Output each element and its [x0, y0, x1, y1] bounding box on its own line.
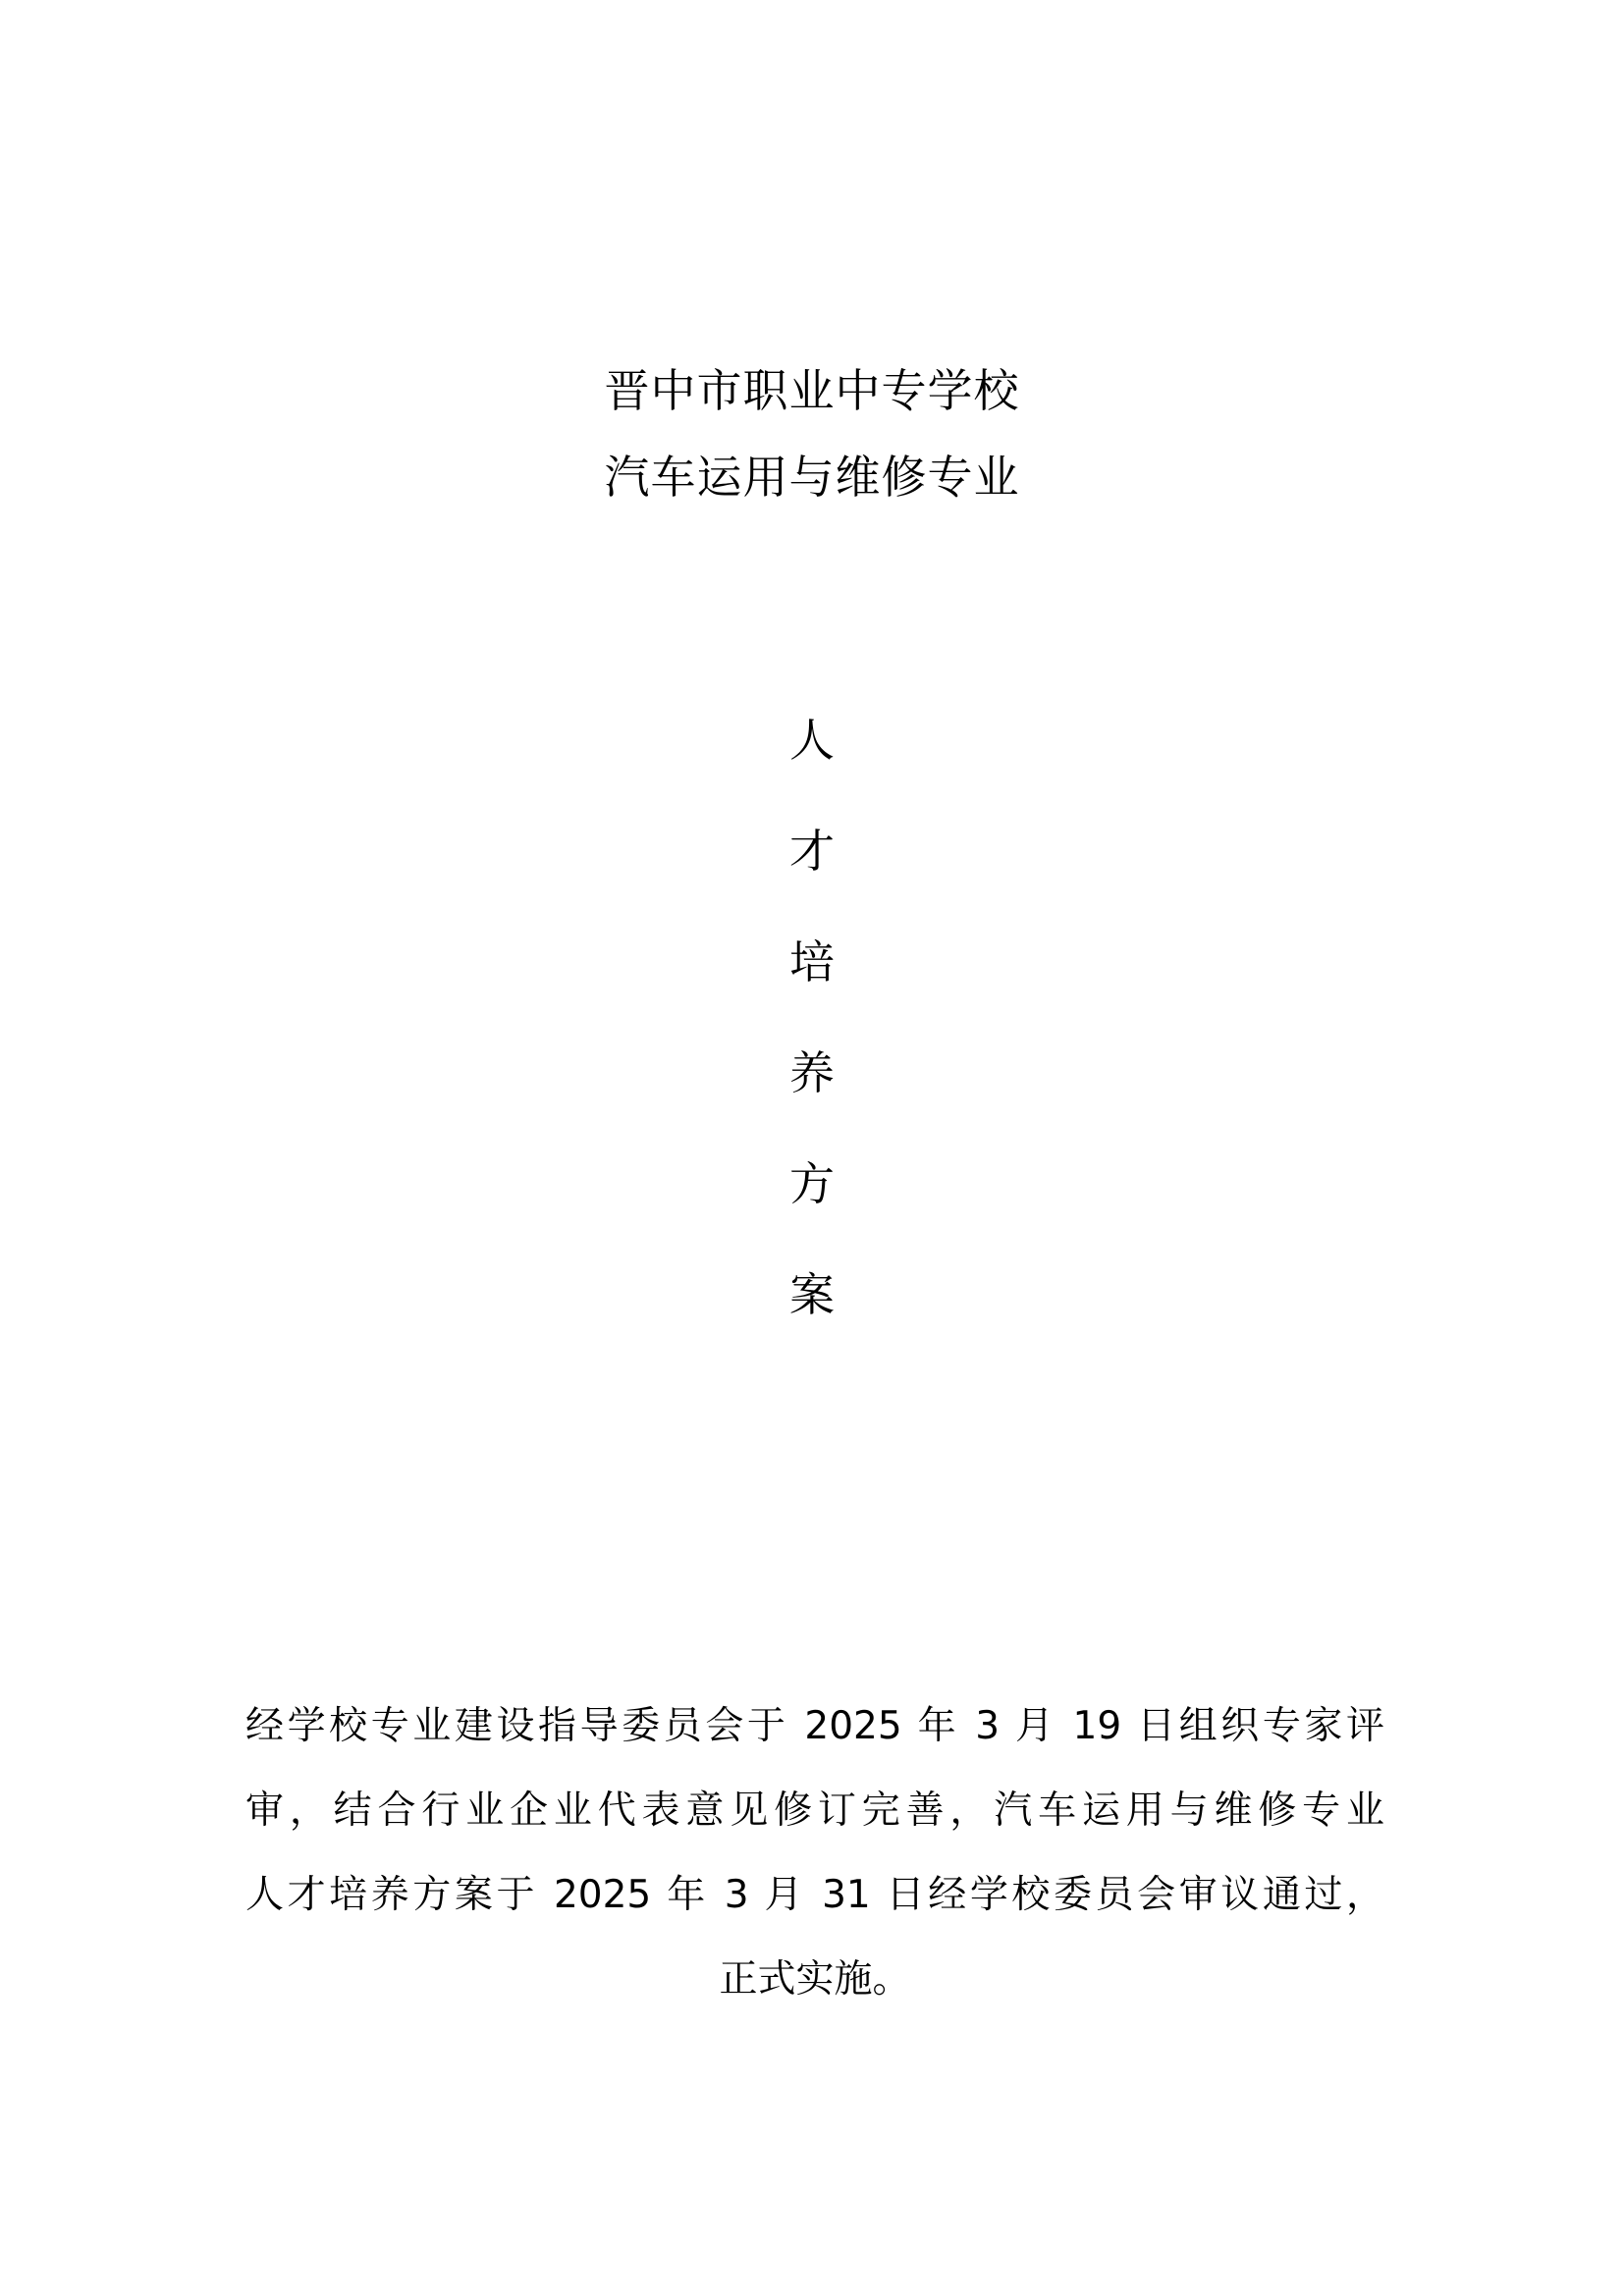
major-name-heading: 汽车运用与维修专业 [604, 451, 1020, 504]
title-char: 人 [789, 714, 835, 767]
title-char: 养 [789, 1046, 835, 1099]
title-char: 方 [789, 1157, 835, 1210]
title-char: 培 [789, 935, 835, 988]
statement-line: 正式实施。 [719, 1957, 911, 2002]
statement-line: 审，结合行业企业代表意见修订完善，汽车运用与维修专业 [245, 1789, 1384, 1833]
school-name-heading: 晋中市职业中专学校 [604, 364, 1020, 417]
statement-line: 经学校专业建设指导委员会于 2025 年 3 月 19 日组织专家评 [245, 1704, 1384, 1748]
title-char: 才 [789, 825, 835, 878]
vertical-document-title [0, 713, 1624, 1378]
title-char: 案 [789, 1268, 835, 1321]
approval-statement [245, 1684, 1384, 2022]
statement-line: 人才培养方案于 2025 年 3 月 31 日经学校委员会审议通过， [245, 1873, 1384, 1917]
